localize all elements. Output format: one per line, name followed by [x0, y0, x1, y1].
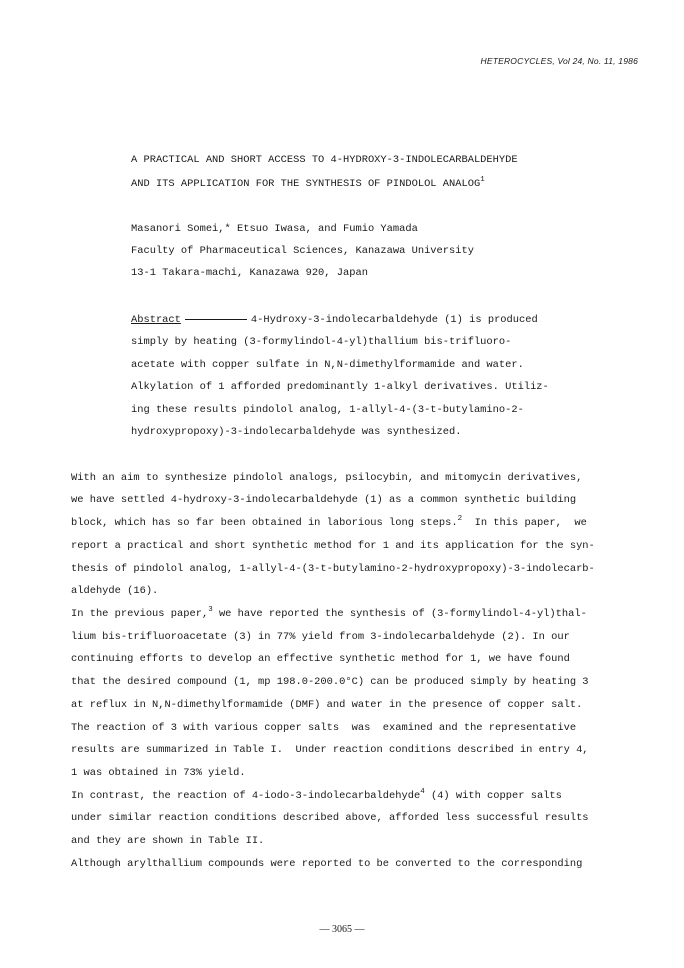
author-names: Masanori Somei,* Etsuo Iwasa, and Fumio Yamada [131, 223, 418, 235]
body-line: under similar reaction conditions described above, afforded less successful results [71, 812, 589, 824]
abstract-line: Abstract 4-Hydroxy-3-indolecarbaldehyde (1) is produced [131, 314, 538, 326]
affiliation: Faculty of Pharmaceutical Sciences, Kanazawa University [131, 245, 474, 257]
body-line: aldehyde (16). [71, 585, 159, 597]
body-line: results are summarized in Table I. Under reaction conditions described in entry 4, [71, 744, 589, 756]
body-line: The reaction of 3 with various copper salts was examined and the representative [71, 722, 577, 734]
body-line: continuing efforts to develop an effective synthetic method for 1, we have found [71, 653, 570, 665]
body-line: block, which has so far been obtained in laborious long steps.$^2$ In this paper, we [71, 514, 587, 529]
body-line: that the desired compound (1, mp 198.0-200.0°C) can be produced simply by heating 3 [71, 676, 589, 688]
abstract-line: Alkylation of 1 afforded predominantly 1-alkyl derivatives. Utiliz- [131, 381, 549, 393]
body-line: at reflux in N,N-dimethylformamide (DMF) and water in the presence of copper salt. [71, 699, 583, 711]
abstract-label: Abstract [131, 314, 181, 326]
footnote-ref: 3 [208, 605, 213, 614]
abstract-dash [185, 319, 247, 320]
abstract-line: acetate with copper sulfate in N,N-dimethylformamide and water. [131, 359, 524, 371]
page-number: — 3065 — [319, 924, 365, 935]
title-line-1: A PRACTICAL AND SHORT ACCESS TO 4-HYDROXY-3-INDOLECARBALDEHYDE [131, 154, 518, 166]
footnote-ref: 4 [420, 787, 425, 796]
body-line: we have settled 4-hydroxy-3-indolecarbaldehyde (1) as a common synthetic building [71, 494, 577, 506]
abstract-line: simply by heating (3-formylindol-4-yl)thallium bis-trifluoro- [131, 336, 512, 348]
body-line: With an aim to synthesize pindolol analogs, psilocybin, and mitomycin derivatives, [71, 472, 583, 484]
body-line: and they are shown in Table II. [71, 835, 265, 847]
body-line: report a practical and short synthetic method for 1 and its application for the syn- [71, 540, 595, 552]
body-line: Although arylthallium compounds were reported to be converted to the corresponding [71, 858, 583, 870]
abstract-line: ing these results pindolol analog, 1-allyl-4-(3-t-butylamino-2- [131, 404, 524, 416]
footnote-ref: 1 [480, 175, 485, 184]
body-line: thesis of pindolol analog, 1-allyl-4-(3-t-butylamino-2-hydroxypropoxy)-3-indolecarb- [71, 563, 595, 575]
body-line: 1 was obtained in 73% yield. [71, 767, 246, 779]
body-line: In the previous paper,$^3$ we have reported the synthesis of (3-formylindol-4-yl)thal- [71, 605, 587, 620]
address: 13-1 Takara-machi, Kanazawa 920, Japan [131, 267, 368, 279]
abstract-line: hydroxypropoxy)-3-indolecarbaldehyde was synthesized. [131, 426, 462, 438]
running-head: HETEROCYCLES, Vol 24, No. 11, 1986 [480, 56, 638, 66]
body-line: lium bis-trifluoroacetate (3) in 77% yield from 3-indolecarbaldehyde (2). In our [71, 631, 570, 643]
body-line: In contrast, the reaction of 4-iodo-3-indolecarbaldehyde$^4$ (4) with copper salts [71, 787, 562, 802]
title-line-2: AND ITS APPLICATION FOR THE SYNTHESIS OF PINDOLOL ANALOG$^1$ [131, 175, 485, 190]
footnote-ref: 2 [457, 514, 463, 523]
